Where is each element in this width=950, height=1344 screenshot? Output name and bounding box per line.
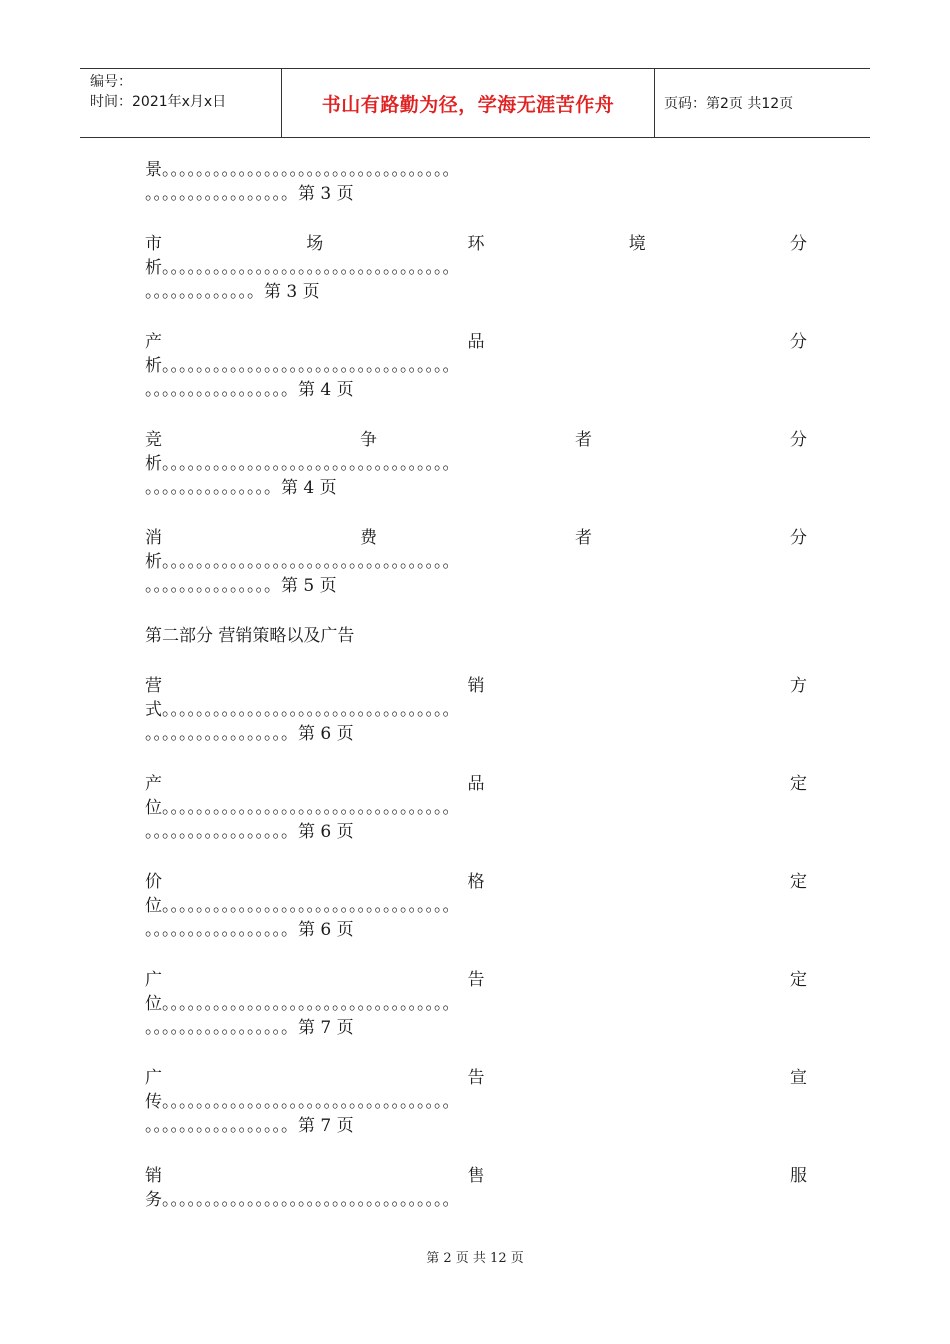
toc-entry-char: 品	[467, 774, 485, 794]
page-header	[80, 68, 870, 138]
header-meta	[80, 69, 280, 137]
toc-entry-char: 分	[790, 234, 807, 254]
toc-entry-char: 产	[145, 332, 162, 352]
toc-entry-spaced-title	[145, 428, 807, 452]
toc-entry-char: 营	[145, 676, 162, 696]
toc-entry-char: 方	[790, 676, 807, 696]
toc-entry-page-ref: 。。。。。。。。。。。。。。。第 4 页	[145, 478, 337, 498]
toc-entry-char: 分	[790, 332, 807, 352]
toc-entry-leader: 务。。。。。。。。。。。。。。。。。。。。。。。。。。。。。。。。。。	[145, 1190, 460, 1210]
toc-entry-leader: 析。。。。。。。。。。。。。。。。。。。。。。。。。。。。。。。。。。	[145, 454, 460, 474]
toc-entry-leader: 析。。。。。。。。。。。。。。。。。。。。。。。。。。。。。。。。。。	[145, 552, 460, 572]
toc-entry-char: 定	[790, 970, 807, 990]
header-page-cell	[664, 69, 870, 137]
toc-entry-spaced-title	[145, 330, 807, 354]
toc-entry-char: 格	[467, 872, 485, 892]
page-footer: 第 2 页 共 12 页	[426, 1251, 524, 1266]
toc-entry-page-ref: 。。。。。。。。。。。。。。。。。第 6 页	[145, 920, 354, 940]
toc-entry-char: 定	[790, 774, 807, 794]
toc-entry-char: 定	[790, 872, 807, 892]
toc-entry-leader: 位。。。。。。。。。。。。。。。。。。。。。。。。。。。。。。。。。。	[145, 896, 460, 916]
toc-entry-spaced-title	[145, 674, 807, 698]
toc-entry-leader: 位。。。。。。。。。。。。。。。。。。。。。。。。。。。。。。。。。。	[145, 994, 460, 1014]
toc-entry-page-ref: 。。。。。。。。。。。。。。。第 5 页	[145, 576, 337, 596]
toc-entry	[145, 772, 807, 870]
toc-entry-char: 分	[790, 528, 807, 548]
toc-entry-char: 告	[467, 970, 485, 990]
toc-entry	[145, 870, 807, 968]
toc-entry-char: 者	[575, 430, 592, 450]
toc-entry-page-ref: 。。。。。。。。。。。。。。。。。第 6 页	[145, 724, 354, 744]
toc-entry-leader: 析。。。。。。。。。。。。。。。。。。。。。。。。。。。。。。。。。。	[145, 258, 460, 278]
toc-entry-page-ref: 。。。。。。。。。。。。。。。。。第 6 页	[145, 822, 354, 842]
toc-entry-spaced-title	[145, 1164, 807, 1188]
toc-entry-char: 争	[360, 430, 377, 450]
toc-entry-char: 环	[467, 234, 485, 254]
page-label: 页码：第2页 共12页	[664, 96, 794, 112]
toc-entry-char: 告	[467, 1068, 485, 1088]
motto-text: 书山有路勤为径，学海无涯苦作舟	[321, 93, 615, 116]
toc-line: 景。。。。。。。。。。。。。。。。。。。。。。。。。。。。。。。。。。	[145, 160, 460, 180]
toc-entry-char: 产	[145, 774, 162, 794]
section-title: 第二部分 营销策略以及广告	[145, 626, 355, 646]
toc-entry-leader: 传。。。。。。。。。。。。。。。。。。。。。。。。。。。。。。。。。。	[145, 1092, 460, 1112]
toc-entry-char: 销	[467, 676, 485, 696]
toc-entry	[145, 968, 807, 1066]
toc-entry-page-ref: 。。。。。。。。。。。。。第 3 页	[145, 282, 320, 302]
header-motto-cell	[281, 69, 655, 137]
toc-entry-char: 消	[145, 528, 162, 548]
toc-entry-char: 价	[145, 872, 162, 892]
toc-entry-char: 境	[628, 234, 646, 254]
toc-entry	[145, 674, 807, 772]
toc-entry-leader: 式。。。。。。。。。。。。。。。。。。。。。。。。。。。。。。。。。。	[145, 700, 460, 720]
toc-entry-char: 宣	[790, 1068, 807, 1088]
toc-entry-char: 广	[145, 970, 162, 990]
toc-entry-spaced-title	[145, 232, 807, 256]
toc-entry	[145, 330, 807, 428]
toc-entry-page-ref: 。。。。。。。。。。。。。。。。。第 7 页	[145, 1018, 354, 1038]
toc-entry-spaced-title	[145, 526, 807, 550]
toc-entry-leader: 位。。。。。。。。。。。。。。。。。。。。。。。。。。。。。。。。。。	[145, 798, 460, 818]
toc-entry-char: 品	[467, 332, 485, 352]
toc-entry-spaced-title	[145, 968, 807, 992]
toc-entry-char: 竞	[145, 430, 162, 450]
toc-entry-page-ref: 。。。。。。。。。。。。。。。。。第 7 页	[145, 1116, 354, 1136]
table-of-contents	[145, 158, 807, 1212]
toc-entry-char: 售	[467, 1166, 485, 1186]
toc-line: 。。。。。。。。。。。。。。。。。第 3 页	[145, 184, 354, 204]
toc-entry-char: 场	[306, 234, 324, 254]
toc-entry	[145, 428, 807, 526]
toc-entries-part1	[145, 232, 807, 624]
toc-entry	[145, 1164, 807, 1212]
toc-entries-part2	[145, 674, 807, 1164]
toc-entry-leader: 析。。。。。。。。。。。。。。。。。。。。。。。。。。。。。。。。。。	[145, 356, 460, 376]
toc-entry-spaced-title	[145, 870, 807, 894]
time-label: 时间：2021年x月x日	[90, 94, 227, 110]
number-label: 编号：	[90, 74, 132, 90]
toc-entry-char: 市	[145, 234, 162, 254]
toc-entry-char: 费	[360, 528, 377, 548]
toc-entry-char: 分	[790, 430, 807, 450]
toc-entry-spaced-title	[145, 772, 807, 796]
toc-entry	[145, 232, 807, 330]
toc-entry	[145, 526, 807, 624]
toc-entry-char: 广	[145, 1068, 162, 1088]
toc-entry-last	[145, 1164, 807, 1212]
toc-entry-char: 者	[575, 528, 592, 548]
toc-entry	[145, 1066, 807, 1164]
toc-entry-page-ref: 。。。。。。。。。。。。。。。。。第 4 页	[145, 380, 354, 400]
toc-entry-char: 销	[145, 1166, 162, 1186]
toc-entry-spaced-title	[145, 1066, 807, 1090]
toc-entry-char: 服	[790, 1166, 807, 1186]
